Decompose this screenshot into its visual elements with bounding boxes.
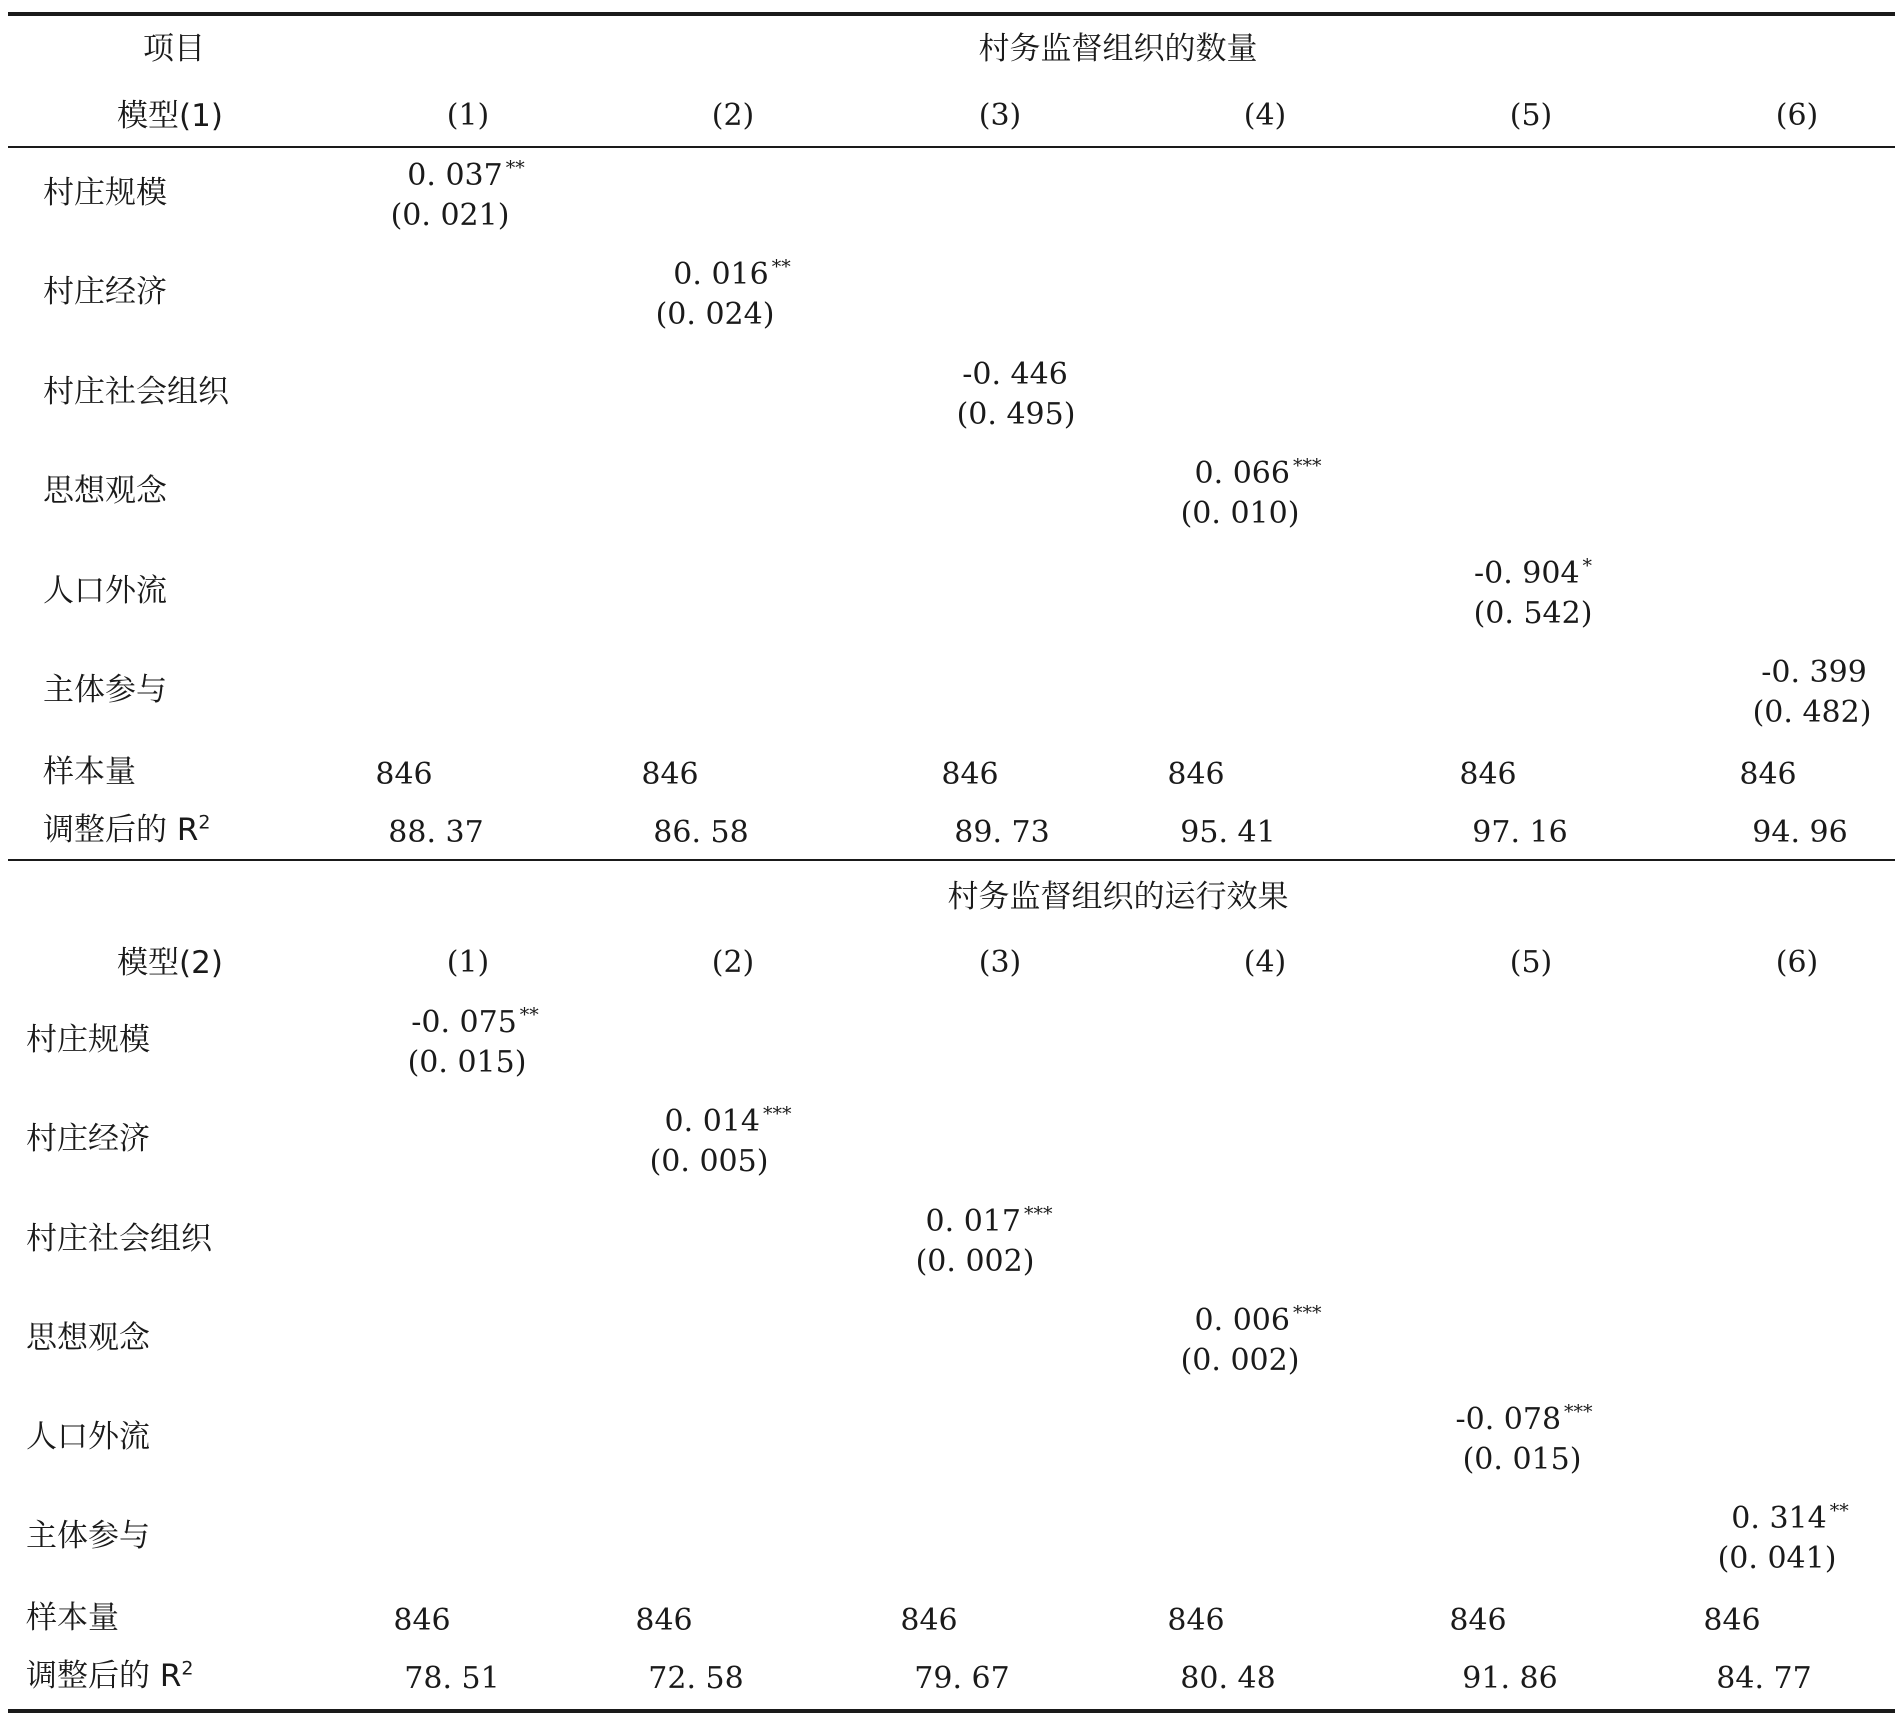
panel2-col-header-1: (1) xyxy=(446,945,490,980)
panel1-standard-error: (0. 495) xyxy=(956,397,1076,432)
coefficient-value: -0. 399 xyxy=(1761,655,1867,690)
panel2-row-label: 思想观念 xyxy=(26,1320,150,1356)
panel1-col-header-1: (1) xyxy=(446,98,490,133)
panel1-sample-value: 846 xyxy=(375,757,433,792)
panel2-r2-value: 84. 77 xyxy=(1716,1661,1812,1696)
panel2-coefficient xyxy=(1731,1500,1849,1536)
coefficient-value: 0. 017 xyxy=(925,1204,1021,1239)
r2-superscript: 2 xyxy=(181,1657,194,1680)
panel1-r2-value: 86. 58 xyxy=(653,815,749,850)
panel-separator-rule xyxy=(8,859,1895,861)
significance-stars: *** xyxy=(1023,1203,1053,1225)
panel2-row-label: 人口外流 xyxy=(26,1419,150,1455)
model1-label: 模型(1) xyxy=(117,98,223,134)
significance-stars: *** xyxy=(1564,1401,1593,1423)
panel2-col-header-2: (2) xyxy=(711,945,755,980)
panel2-standard-error: (0. 015) xyxy=(1462,1442,1582,1477)
panel2-sample-label: 样本量 xyxy=(26,1600,119,1636)
panel1-row-label: 人口外流 xyxy=(43,573,167,609)
panel1-col-header-2: (2) xyxy=(711,98,755,133)
panel2-standard-error: (0. 005) xyxy=(649,1144,769,1179)
panel2-col-header-5: (5) xyxy=(1509,945,1553,980)
panel1-standard-error: (0. 482) xyxy=(1752,695,1872,730)
panel2-r2-value: 78. 51 xyxy=(404,1661,500,1696)
panel2-standard-error: (0. 002) xyxy=(1180,1343,1300,1378)
header-rule xyxy=(8,146,1895,148)
panel2-r2-value: 80. 48 xyxy=(1180,1661,1276,1696)
model2-label: 模型(2) xyxy=(117,945,223,981)
panel2-sample-value: 846 xyxy=(1167,1603,1225,1638)
r2-label-text: 调整后的 R xyxy=(43,812,199,848)
panel1-row-label: 主体参与 xyxy=(43,672,167,708)
significance-stars: *** xyxy=(762,1103,792,1125)
panel2-sample-value: 846 xyxy=(635,1603,693,1638)
panel1-standard-error: (0. 021) xyxy=(390,198,510,233)
panel2-row-label: 村庄经济 xyxy=(26,1121,150,1157)
panel2-coefficient xyxy=(1455,1401,1593,1437)
coefficient-value: 0. 037 xyxy=(407,158,503,193)
panel2-standard-error: (0. 015) xyxy=(407,1045,527,1080)
panel1-col-header-6: (6) xyxy=(1775,98,1819,133)
panel2-sample-value: 846 xyxy=(900,1603,958,1638)
panel1-sample-value: 846 xyxy=(941,757,999,792)
panel1-coefficient xyxy=(407,157,525,193)
coefficient-value: -0. 078 xyxy=(1455,1402,1562,1437)
coefficient-value: 0. 066 xyxy=(1194,456,1290,491)
significance-stars: *** xyxy=(1292,1302,1322,1324)
panel1-r2-value: 95. 41 xyxy=(1180,815,1276,850)
coefficient-value: 0. 014 xyxy=(664,1104,760,1139)
panel1-row-label: 村庄社会组织 xyxy=(43,374,229,410)
panel2-row-label: 村庄社会组织 xyxy=(26,1221,212,1257)
coefficient-value: 0. 006 xyxy=(1194,1303,1290,1338)
panel1-row-label: 村庄经济 xyxy=(43,274,167,310)
coefficient-value: 0. 016 xyxy=(673,257,769,292)
panel1-title: 村务监督组织的数量 xyxy=(978,31,1258,67)
panel1-sample-value: 846 xyxy=(641,757,699,792)
coefficient-value: 0. 314 xyxy=(1731,1501,1827,1536)
panel2-sample-value: 846 xyxy=(1703,1603,1761,1638)
panel1-sample-value: 846 xyxy=(1459,757,1517,792)
item-header: 项目 xyxy=(143,31,205,67)
panel2-r2-label xyxy=(26,1657,194,1694)
significance-stars: ** xyxy=(519,1004,539,1026)
significance-stars: *** xyxy=(1292,455,1322,477)
significance-stars: ** xyxy=(771,256,791,278)
panel1-standard-error: (0. 024) xyxy=(655,297,775,332)
panel2-coefficient xyxy=(925,1203,1053,1239)
panel2-col-header-4: (4) xyxy=(1243,945,1287,980)
panel1-standard-error: (0. 010) xyxy=(1180,496,1300,531)
panel1-col-header-3: (3) xyxy=(978,98,1022,133)
panel2-standard-error: (0. 041) xyxy=(1717,1541,1837,1576)
panel1-r2-label xyxy=(43,811,211,848)
significance-stars: ** xyxy=(505,157,525,179)
r2-superscript: 2 xyxy=(198,811,211,834)
significance-stars: * xyxy=(1582,555,1593,577)
panel2-standard-error: (0. 002) xyxy=(915,1244,1035,1279)
panel1-sample-value: 846 xyxy=(1167,757,1225,792)
panel2-r2-value: 91. 86 xyxy=(1462,1661,1558,1696)
coefficient-value: -0. 904 xyxy=(1473,556,1580,591)
panel2-row-label: 主体参与 xyxy=(26,1518,150,1554)
panel1-r2-value: 89. 73 xyxy=(954,815,1050,850)
panel1-col-header-5: (5) xyxy=(1509,98,1553,133)
top-rule xyxy=(8,12,1895,16)
significance-stars: ** xyxy=(1829,1500,1849,1522)
panel2-r2-value: 72. 58 xyxy=(648,1661,744,1696)
panel2-col-header-6: (6) xyxy=(1775,945,1819,980)
panel2-coefficient xyxy=(411,1004,539,1040)
panel2-sample-value: 846 xyxy=(1449,1603,1507,1638)
coefficient-value: -0. 075 xyxy=(411,1005,517,1040)
panel1-standard-error: (0. 542) xyxy=(1473,596,1593,631)
panel2-r2-value: 79. 67 xyxy=(914,1661,1010,1696)
panel2-coefficient xyxy=(664,1103,792,1139)
panel2-sample-value: 846 xyxy=(393,1603,451,1638)
r2-label-text: 调整后的 R xyxy=(26,1658,182,1694)
panel1-r2-value: 97. 16 xyxy=(1472,815,1568,850)
panel1-row-label: 村庄规模 xyxy=(43,175,167,211)
panel1-r2-value: 94. 96 xyxy=(1752,815,1848,850)
panel1-coefficient xyxy=(1473,555,1593,591)
panel2-title: 村务监督组织的运行效果 xyxy=(947,879,1289,915)
panel1-sample-value: 846 xyxy=(1739,757,1797,792)
panel1-coefficient xyxy=(962,357,1068,392)
panel2-row-label: 村庄规模 xyxy=(26,1022,150,1058)
bottom-rule xyxy=(8,1709,1895,1713)
panel1-r2-value: 88. 37 xyxy=(388,815,484,850)
coefficient-value: -0. 446 xyxy=(962,357,1068,392)
panel2-col-header-3: (3) xyxy=(978,945,1022,980)
panel1-coefficient xyxy=(1194,455,1322,491)
panel1-coefficient xyxy=(1761,655,1867,690)
panel1-sample-label: 样本量 xyxy=(43,754,136,790)
panel1-coefficient xyxy=(673,256,791,292)
panel1-col-header-4: (4) xyxy=(1243,98,1287,133)
panel1-row-label: 思想观念 xyxy=(43,473,167,509)
panel2-coefficient xyxy=(1194,1302,1322,1338)
